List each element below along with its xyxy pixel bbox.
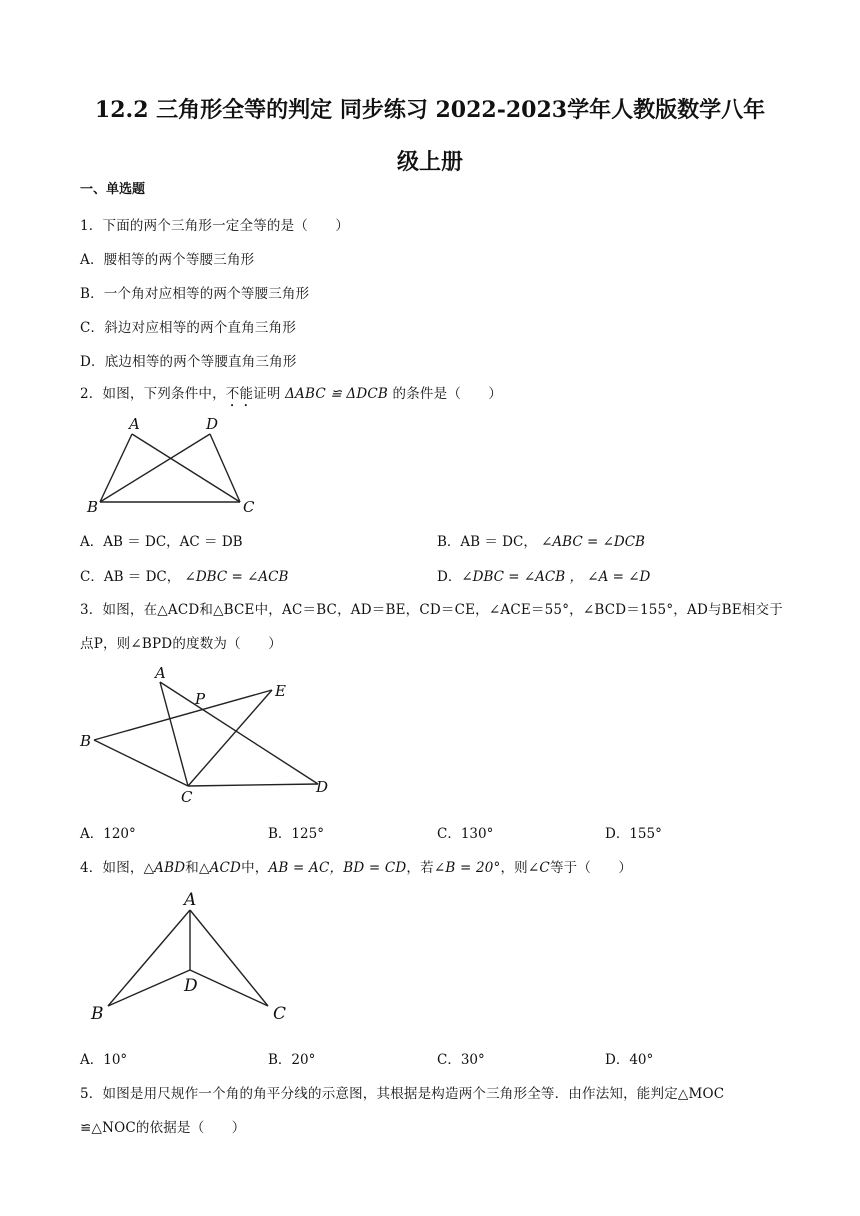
- q2-option-c-pre: C．AB ＝ DC，: [80, 569, 181, 585]
- q2-label-a: A: [129, 415, 140, 433]
- q4-stem-math-3: AB = AC，BD = CD: [268, 860, 407, 876]
- q2-label-d: D: [206, 415, 219, 433]
- q2-stem-math: ΔABC ≌ ΔDCB: [285, 386, 389, 402]
- q4-stem-math-2: △ACD: [198, 860, 242, 876]
- q1-option-c: C．斜边对应相等的两个直角三角形: [80, 320, 297, 336]
- q4-stem-mid-4: ，则: [500, 860, 528, 876]
- q2-option-c: [80, 565, 288, 585]
- q1-stem: 1．下面的两个三角形一定全等的是（ ）: [80, 218, 350, 234]
- q4-label-b: B: [91, 1004, 104, 1024]
- q4-stem-pre: 4．如图，: [80, 860, 144, 876]
- q3-option-d: D．155°: [605, 826, 662, 842]
- q4-option-b: B．20°: [268, 1052, 316, 1068]
- q4-stem: [80, 856, 632, 876]
- q3-figure: [80, 666, 350, 806]
- q3-stem-line-1: 3．如图，在△ACD和△BCE中，AC＝BC，AD＝BE，CD＝CE，∠ACE＝55°，∠BCD＝155°，AD与BE相交于: [80, 602, 783, 618]
- q3-label-e: E: [275, 682, 286, 700]
- q4-label-c: C: [273, 1004, 287, 1024]
- q2-option-d-math: ∠DBC = ∠ACB ， ∠A = ∠D: [461, 569, 651, 585]
- q4-stem-mid-3: ，若: [406, 860, 434, 876]
- q1-option-b: B．一个角对应相等的两个等腰三角形: [80, 286, 310, 302]
- q2-stem: [80, 382, 502, 410]
- q2-stem-mid: 证明: [253, 386, 281, 402]
- q2-option-d: [437, 565, 650, 585]
- q4-stem-math-1: △ABD: [143, 860, 186, 876]
- q4-stem-mid-2: 中，: [241, 860, 269, 876]
- q3-stem-line-2: 点P，则∠BPD的度数为（ ）: [80, 636, 282, 652]
- q2-stem-post: 的条件是（ ）: [392, 386, 503, 402]
- q4-stem-mid-1: 和: [185, 860, 199, 876]
- q4-stem-math-5: ∠C: [527, 860, 550, 876]
- q4-option-d: D．40°: [605, 1052, 654, 1068]
- q3-label-c: C: [181, 788, 193, 806]
- title-line-1: 12.2 三角形全等的判定 同步练习 2022-2023学年人教版数学八年: [94, 97, 766, 123]
- q2-stem-emphasis: 不能: [225, 386, 254, 402]
- title-line-2: 级上册: [396, 149, 463, 175]
- q3-option-a: A．120°: [80, 826, 136, 842]
- section-heading: 一、单选题: [80, 182, 146, 197]
- q5-stem-line-1: 5．如图是用尺规作一个角的角平分线的示意图，其根据是构造两个三角形全等．由作法知，能判定△MOC: [80, 1086, 725, 1102]
- q3-option-b: B．125°: [268, 826, 324, 842]
- q2-option-b-math: ∠ABC = ∠DCB: [541, 534, 645, 550]
- q2-stem-pre: 2．如图，下列条件中，: [80, 386, 226, 402]
- q4-option-c: C．30°: [437, 1052, 485, 1068]
- q2-option-b-pre: B．AB ＝ DC，: [437, 534, 537, 550]
- q4-option-a: A．10°: [80, 1052, 128, 1068]
- q4-label-d: D: [184, 976, 198, 996]
- q1-option-d: D．底边相等的两个等腰直角三角形: [80, 354, 297, 370]
- q3-label-a: A: [155, 664, 166, 682]
- q2-option-b: [437, 530, 645, 550]
- q3-option-c: C．130°: [437, 826, 494, 842]
- q2-label-c: C: [243, 498, 255, 516]
- q1-option-a: A．腰相等的两个等腰三角形: [80, 252, 255, 268]
- q2-option-d-pre: D．: [437, 569, 462, 585]
- q2-label-b: B: [87, 498, 99, 516]
- q2-option-c-math: ∠DBC = ∠ACB: [184, 569, 289, 585]
- q3-label-d: D: [316, 778, 329, 796]
- q3-label-b: B: [80, 732, 92, 750]
- q2-option-a: A．AB ＝ DC，AC ＝ DB: [80, 534, 243, 550]
- q4-stem-post: 等于（ ）: [549, 860, 633, 876]
- q4-label-a: A: [184, 890, 197, 910]
- document-title: [60, 84, 800, 188]
- q3-label-p: P: [195, 690, 206, 708]
- q4-stem-math-4: ∠B = 20°: [433, 860, 501, 876]
- q2-figure: [80, 414, 280, 524]
- q4-figure: [80, 888, 310, 1028]
- q5-stem-line-2: ≌△NOC的依据是（ ）: [80, 1120, 246, 1136]
